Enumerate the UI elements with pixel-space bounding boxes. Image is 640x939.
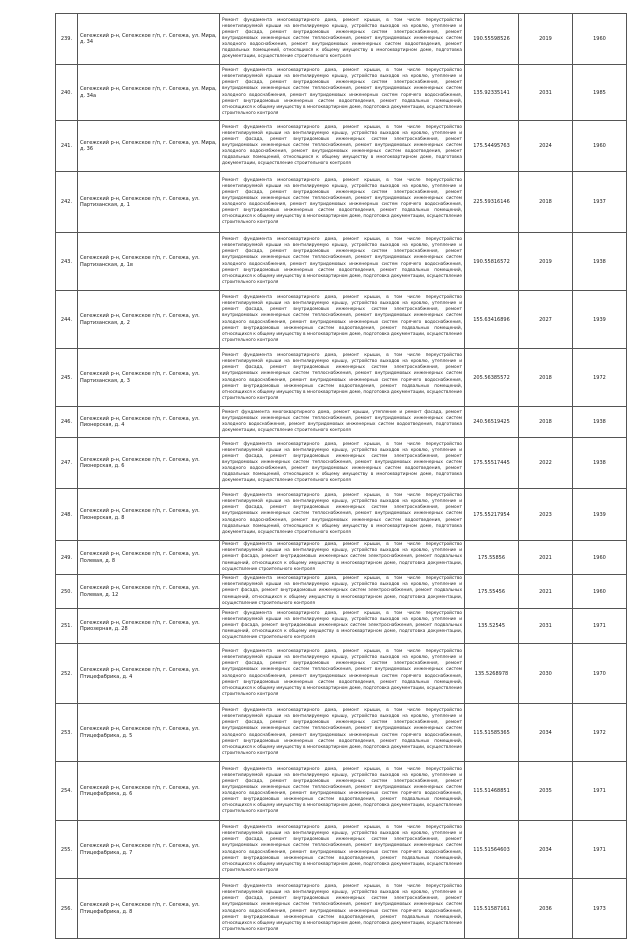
cost-cell: 225.59316146 — [465, 172, 519, 233]
build-year-cell: 1985 — [573, 65, 627, 121]
cost-cell: 115.51587161 — [465, 879, 519, 939]
row-number: 251. — [56, 609, 78, 644]
row-number: 256. — [56, 879, 78, 939]
work-description-cell: Ремонт фундамента многоквартирного дома, ремонт крыши, утепление и ремонт фасада, ремонт внутридомовых инженерных систем теплоснабжения, ремонт внутридомовых инженерных систем холодного водоснабжения, ремонт внутридомовых инженерных систем водоотведения, подготовка документации, осуществление строительного контроля — [220, 407, 465, 438]
row-number: 252. — [56, 644, 78, 704]
repair-year-cell: 2018 — [519, 407, 573, 438]
work-description-cell: Ремонт фундамента многоквартирного дома, ремонт крыши, в том числе переустройство невентилируемой крыши на вентилируемую крышу, устройство выходов на кровлю, утепление и ремонт фасада, ремонт внутридомовых инженерных систем электроснабжения, ремонт внутридомовых инженерных систем теплоснабжения, ремонт внутридомовых инженерных систем холодного водоснабжения, ремонт внутридомовых инженерных систем горячего водоснабжения, ремонт внутридомовых инженерных систем водоотведения, ремонт подвальных помещений, относящихся к общему имуществу в многоквартирном доме, подготовка документации, осуществление строительного контроля — [220, 65, 465, 121]
work-description-cell: Ремонт фундамента многоквартирного дома, ремонт крыши, в том числе переустройство невентилируемой крыши на вентилируемую крышу, устройство выходов на кровлю, утепление и ремонт фасада, ремонт внутридомовых инженерных систем электроснабжения, ремонт внутридомовых инженерных систем теплоснабжения, ремонт внутридомовых инженерных систем холодного водоснабжения, ремонт внутридомовых инженерных систем горячего водоснабжения, ремонт внутридомовых инженерных систем водоотведения, ремонт подвальных помещений, относящихся к общему имуществу в многоквартирном доме, подготовка документации, осуществление строительного контроля — [220, 821, 465, 879]
repair-year-cell: 2024 — [519, 121, 573, 172]
cost-cell: 190.55598526 — [465, 14, 519, 65]
capital-repair-table — [55, 13, 627, 939]
address-cell: Сегежский р-н, Сегежское г/п, г. Сегежа, ул. Полевая, д. 12 — [78, 575, 220, 609]
table-row — [56, 172, 627, 233]
work-description-cell: Ремонт фундамента многоквартирного дома, ремонт крыши, в том числе переустройство невентилируемой крыши на вентилируемую крышу, устройство выходов на кровлю, утепление и ремонт фасада, ремонт внутридомовых инженерных систем электроснабжения, ремонт внутридомовых инженерных систем теплоснабжения, ремонт внутридомовых инженерных систем холодного водоснабжения, ремонт внутридомовых инженерных систем горячего водоснабжения, ремонт внутридомовых инженерных систем водоотведения, ремонт подвальных помещений, относящихся к общему имуществу в многоквартирном доме, подготовка документации, осуществление строительного контроля — [220, 349, 465, 407]
work-description-cell: Ремонт фундамента многоквартирного дома, ремонт крыши, в том числе переустройство невентилируемой крыши на вентилируемую крышу, устройство выходов на кровлю, утепление и ремонт фасада, ремонт внутридомовых инженерных систем электроснабжения, ремонт внутридомовых инженерных систем теплоснабжения, ремонт внутридомовых инженерных систем холодного водоснабжения, ремонт внутридомовых инженерных систем горячего водоснабжения, ремонт внутридомовых инженерных систем водоотведения, ремонт подвальных помещений, относящихся к общему имуществу в многоквартирном доме, подготовка документации, осуществление строительного контроля — [220, 172, 465, 233]
address-cell: Сегежский р-н, Сегежское г/п, г. Сегежа, ул. Мира, д. 36 — [78, 121, 220, 172]
build-year-cell: 1938 — [573, 438, 627, 489]
work-description-cell: Ремонт фундамента многоквартирного дома, ремонт крыши, в том числе переустройство невентилируемой крыши на вентилируемую крышу, устройство выходов на кровлю, утепление и ремонт фасада, ремонт внутридомовых инженерных систем электроснабжения, ремонт внутридомовых инженерных систем теплоснабжения, ремонт внутридомовых инженерных систем холодного водоснабжения, ремонт внутридомовых инженерных систем горячего водоснабжения, ремонт внутридомовых инженерных систем водоотведения, ремонт подвальных помещений, относящихся к общему имуществу в многоквартирном доме, подготовка документации, осуществление строительного контроля — [220, 644, 465, 704]
work-description-cell: Ремонт фундамента многоквартирного дома, ремонт крыши, в том числе переустройство невентилируемой крыши на вентилируемую крышу, устройство выходов на кровлю, утепление и ремонт фасада, ремонт внутридомовых инженерных систем электроснабжения, ремонт внутридомовых инженерных систем теплоснабжения, ремонт внутридомовых инженерных систем холодного водоснабжения, ремонт внутридомовых инженерных систем горячего водоснабжения, ремонт внутридомовых инженерных систем водоотведения, ремонт подвальных помещений, относящихся к общему имуществу в многоквартирном доме, подготовка документации, осуществление строительного контроля — [220, 762, 465, 821]
cost-cell: 175.55517445 — [465, 438, 519, 489]
work-description-cell: Ремонт фундамента многоквартирного дома, ремонт крыши, в том числе переустройство невентилируемой крыши на вентилируемую крышу, устройство выходов на кровлю, утепление и ремонт фасада, ремонт внутридомовых инженерных систем электроснабжения, ремонт внутридомовых инженерных систем теплоснабжения, ремонт внутридомовых инженерных систем холодного водоснабжения, ремонт внутридомовых инженерных систем водоотведения, ремонт подвальных помещений, относящихся к общему имуществу в многоквартирном доме, подготовка документации, осуществление строительного контроля — [220, 14, 465, 65]
cost-cell: 205.56385572 — [465, 349, 519, 407]
row-number: 246. — [56, 407, 78, 438]
table-row — [56, 65, 627, 121]
row-number: 247. — [56, 438, 78, 489]
row-number: 250. — [56, 575, 78, 609]
table-row — [56, 821, 627, 879]
repair-year-cell: 2035 — [519, 762, 573, 821]
row-number: 245. — [56, 349, 78, 407]
table-row — [56, 704, 627, 762]
repair-year-cell: 2031 — [519, 65, 573, 121]
table-row — [56, 291, 627, 349]
work-description-cell: Ремонт фундамента многоквартирного дома, ремонт крыши, в том числе переустройство невентилируемой крыши на вентилируемую крышу, устройство выходов на кровлю, утепление и ремонт фасада, ремонт внутридомовых инженерных систем электроснабжения, ремонт внутридомовых инженерных систем теплоснабжения, ремонт внутридомовых инженерных систем холодного водоснабжения, ремонт внутридомовых инженерных систем горячего водоснабжения, ремонт внутридомовых инженерных систем водоотведения, ремонт подвальных помещений, относящихся к общему имуществу в многоквартирном доме, подготовка документации, осуществление строительного контроля — [220, 291, 465, 349]
build-year-cell: 1937 — [573, 172, 627, 233]
row-number: 253. — [56, 704, 78, 762]
row-number: 239. — [56, 14, 78, 65]
build-year-cell: 1960 — [573, 575, 627, 609]
table-row — [56, 14, 627, 65]
repair-year-cell: 2034 — [519, 704, 573, 762]
table-row — [56, 541, 627, 575]
table-row — [56, 121, 627, 172]
cost-cell: 135.92335141 — [465, 65, 519, 121]
table-row — [56, 575, 627, 609]
table-row — [56, 489, 627, 541]
repair-year-cell: 2027 — [519, 291, 573, 349]
address-cell: Сегежский р-н, Сегежское г/п, г. Сегежа, ул. Птицефабрика, д. 4 — [78, 644, 220, 704]
row-number: 249. — [56, 541, 78, 575]
address-cell: Сегежский р-н, Сегежское г/п, г. Сегежа, ул. Партизанская, д. 3 — [78, 349, 220, 407]
address-cell: Сегежский р-н, Сегежское г/п, г. Сегежа, ул. Полевая, д. 8 — [78, 541, 220, 575]
cost-cell: 175.55456 — [465, 575, 519, 609]
build-year-cell: 1938 — [573, 407, 627, 438]
work-description-cell: Ремонт фундамента многоквартирного дома, ремонт крыши, в том числе переустройство невентилируемой крыши на вентилируемую крышу, устройство выходов на кровлю, утепление и ремонт фасада, ремонт внутридомовых инженерных систем электроснабжения, ремонт внутридомовых инженерных систем теплоснабжения, ремонт внутридомовых инженерных систем холодного водоснабжения, ремонт внутридомовых инженерных систем горячего водоснабжения, ремонт внутридомовых инженерных систем водоотведения, ремонт подвальных помещений, относящихся к общему имуществу в многоквартирном доме, подготовка документации, осуществление строительного контроля — [220, 704, 465, 762]
row-number: 254. — [56, 762, 78, 821]
address-cell: Сегежский р-н, Сегежское г/п, г. Сегежа, ул. Пионерская, д. 6 — [78, 438, 220, 489]
repair-year-cell: 2023 — [519, 489, 573, 541]
table-row — [56, 879, 627, 939]
cost-cell: 175.54495763 — [465, 121, 519, 172]
build-year-cell: 1939 — [573, 291, 627, 349]
cost-cell: 190.55816572 — [465, 233, 519, 291]
repair-year-cell: 2031 — [519, 609, 573, 644]
repair-year-cell: 2018 — [519, 349, 573, 407]
repair-year-cell: 2036 — [519, 879, 573, 939]
repair-year-cell: 2022 — [519, 438, 573, 489]
row-number: 243. — [56, 233, 78, 291]
address-cell: Сегежский р-н, Сегежское г/п, г. Сегежа, ул. Птицефабрика, д. 8 — [78, 879, 220, 939]
repair-year-cell: 2021 — [519, 575, 573, 609]
repair-year-cell: 2034 — [519, 821, 573, 879]
row-number: 242. — [56, 172, 78, 233]
cost-cell: 135.52545 — [465, 609, 519, 644]
table-row — [56, 609, 627, 644]
address-cell: Сегежский р-н, Сегежское г/п, г. Сегежа, ул. Партизанская, д. 1 — [78, 172, 220, 233]
cost-cell: 155.63416896 — [465, 291, 519, 349]
build-year-cell: 1973 — [573, 879, 627, 939]
work-description-cell: Ремонт фундамента многоквартирного дома, ремонт крыши, в том числе переустройство невентилируемой крыши на вентилируемую крышу, устройство выходов на кровлю, утепление и ремонт фасада, ремонт внутридомовых инженерных систем электроснабжения, ремонт внутридомовых инженерных систем теплоснабжения, ремонт внутридомовых инженерных систем холодного водоснабжения, ремонт внутридомовых инженерных систем водоотведения, ремонт подвальных помещений, относящихся к общему имуществу в многоквартирном доме, подготовка документации, осуществление строительного контроля — [220, 438, 465, 489]
build-year-cell: 1970 — [573, 644, 627, 704]
table-row — [56, 407, 627, 438]
address-cell: Сегежский р-н, Сегежское г/п, г. Сегежа, ул. Птицефабрика, д. 5 — [78, 704, 220, 762]
address-cell: Сегежский р-н, Сегежское г/п, г. Сегежа, ул. Мира, д. 34а — [78, 65, 220, 121]
row-number: 240. — [56, 65, 78, 121]
address-cell: Сегежский р-н, Сегежское г/п, г. Сегежа, ул. Мира, д. 34 — [78, 14, 220, 65]
cost-cell: 175.55856 — [465, 541, 519, 575]
build-year-cell: 1972 — [573, 704, 627, 762]
build-year-cell: 1971 — [573, 821, 627, 879]
cost-cell: 175.55217954 — [465, 489, 519, 541]
repair-year-cell: 2021 — [519, 541, 573, 575]
work-description-cell: Ремонт фундамента многоквартирного дома, ремонт крыши, в том числе переустройство невентилируемой крыши на вентилируемую крышу, устройство выходов на кровлю, утепление и ремонт фасада, ремонт внутридомовых инженерных систем электроснабжения, ремонт внутридомовых инженерных систем теплоснабжения, ремонт внутридомовых инженерных систем холодного водоснабжения, ремонт внутридомовых инженерных систем водоотведения, ремонт подвальных помещений, относящихся к общему имуществу в многоквартирном доме, подготовка документации, осуществление строительного контроля — [220, 489, 465, 541]
build-year-cell: 1960 — [573, 14, 627, 65]
cost-cell: 240.56519425 — [465, 407, 519, 438]
work-description-cell: Ремонт фундамента многоквартирного дома, ремонт крыши, в том числе переустройство невентилируемой крыши на вентилируемую крышу, устройство выходов на кровлю, утепление и ремонт фасада, ремонт внутридомовых инженерных систем электроснабжения, ремонт внутридомовых инженерных систем теплоснабжения, ремонт внутридомовых инженерных систем холодного водоснабжения, ремонт внутридомовых инженерных систем водоотведения, ремонт подвальных помещений, относящихся к общему имуществу в многоквартирном доме, подготовка документации, осуществление строительного контроля — [220, 121, 465, 172]
build-year-cell: 1971 — [573, 762, 627, 821]
repair-year-cell: 2019 — [519, 14, 573, 65]
cost-cell: 115.51585365 — [465, 704, 519, 762]
address-cell: Сегежский р-н, Сегежское г/п, г. Сегежа, ул. Партизанская, д. 2 — [78, 291, 220, 349]
cost-cell: 115.51564603 — [465, 821, 519, 879]
cost-cell: 135.5268978 — [465, 644, 519, 704]
work-description-cell: Ремонт фундамента многоквартирного дома, ремонт крыши, в том числе переустройство невентилируемой крыши на вентилируемую крышу, устройство выходов на кровлю, утепление и ремонт фасада, ремонт внутридомовых инженерных систем электроснабжения, ремонт внутридомовых инженерных систем теплоснабжения, ремонт внутридомовых инженерных систем холодного водоснабжения, ремонт внутридомовых инженерных систем горячего водоснабжения, ремонт внутридомовых инженерных систем водоотведения, ремонт подвальных помещений, относящихся к общему имуществу в многоквартирном доме, подготовка документации, осуществление строительного контроля — [220, 233, 465, 291]
address-cell: Сегежский р-н, Сегежское г/п, г. Сегежа, ул. Птицефабрика, д. 7 — [78, 821, 220, 879]
address-cell: Сегежский р-н, Сегежское г/п, г. Сегежа, ул. Пионерская, д. 4 — [78, 407, 220, 438]
build-year-cell: 1938 — [573, 233, 627, 291]
table-row — [56, 233, 627, 291]
table-body — [56, 14, 627, 939]
address-cell: Сегежский р-н, Сегежское г/п, г. Сегежа, ул. Пионерская, д. 8 — [78, 489, 220, 541]
row-number: 255. — [56, 821, 78, 879]
address-cell: Сегежский р-н, Сегежское г/п, г. Сегежа, ул. Партизанская, д. 1в — [78, 233, 220, 291]
repair-year-cell: 2030 — [519, 644, 573, 704]
cost-cell: 115.51468851 — [465, 762, 519, 821]
work-description-cell: Ремонт фундамента многоквартирного дома, ремонт крыши, в том числе переустройство невентилируемой крыши на вентилируемую крышу, устройство выходов на кровлю, утепление и ремонт фасада, ремонт внутридомовых инженерных систем электроснабжения, ремонт подвальных помещений, относящихся к общему имуществу в многоквартирном доме, подготовка документации, осуществление строительного контроля — [220, 609, 465, 644]
table-row — [56, 762, 627, 821]
address-cell: Сегежский р-н, Сегежское г/п, г. Сегежа, ул. Приозерная, д. 28 — [78, 609, 220, 644]
repair-year-cell: 2018 — [519, 172, 573, 233]
table-row — [56, 644, 627, 704]
table-row — [56, 438, 627, 489]
repair-year-cell: 2019 — [519, 233, 573, 291]
table-row — [56, 349, 627, 407]
build-year-cell: 1939 — [573, 489, 627, 541]
address-cell: Сегежский р-н, Сегежское г/п, г. Сегежа, ул. Птицефабрика, д. 6 — [78, 762, 220, 821]
row-number: 241. — [56, 121, 78, 172]
work-description-cell: Ремонт фундамента многоквартирного дома, ремонт крыши, в том числе переустройство невентилируемой крыши на вентилируемую крышу, устройство выходов на кровлю, утепление и ремонт фасада, ремонт внутридомовых инженерных систем электроснабжения, ремонт подвальных помещений, относящихся к общему имуществу в многоквартирном доме, подготовка документации, осуществление строительного контроля — [220, 575, 465, 609]
work-description-cell: Ремонт фундамента многоквартирного дома, ремонт крыши, в том числе переустройство невентилируемой крыши на вентилируемую крышу, устройство выходов на кровлю, утепление и ремонт фасада, ремонт внутридомовых инженерных систем электроснабжения, ремонт подвальных помещений, относящихся к общему имуществу в многоквартирном доме, подготовка документации, осуществление строительного контроля — [220, 541, 465, 575]
row-number: 244. — [56, 291, 78, 349]
row-number: 248. — [56, 489, 78, 541]
work-description-cell: Ремонт фундамента многоквартирного дома, ремонт крыши, в том числе переустройство невентилируемой крыши на вентилируемую крышу, устройство выходов на кровлю, утепление и ремонт фасада, ремонт внутридомовых инженерных систем электроснабжения, ремонт внутридомовых инженерных систем теплоснабжения, ремонт внутридомовых инженерных систем холодного водоснабжения, ремонт внутридомовых инженерных систем горячего водоснабжения, ремонт внутридомовых инженерных систем водоотведения, ремонт подвальных помещений, относящихся к общему имуществу в многоквартирном доме, подготовка документации, осуществление строительного контроля — [220, 879, 465, 939]
document-sheet — [55, 13, 612, 939]
build-year-cell: 1972 — [573, 349, 627, 407]
build-year-cell: 1960 — [573, 541, 627, 575]
build-year-cell: 1971 — [573, 609, 627, 644]
build-year-cell: 1960 — [573, 121, 627, 172]
